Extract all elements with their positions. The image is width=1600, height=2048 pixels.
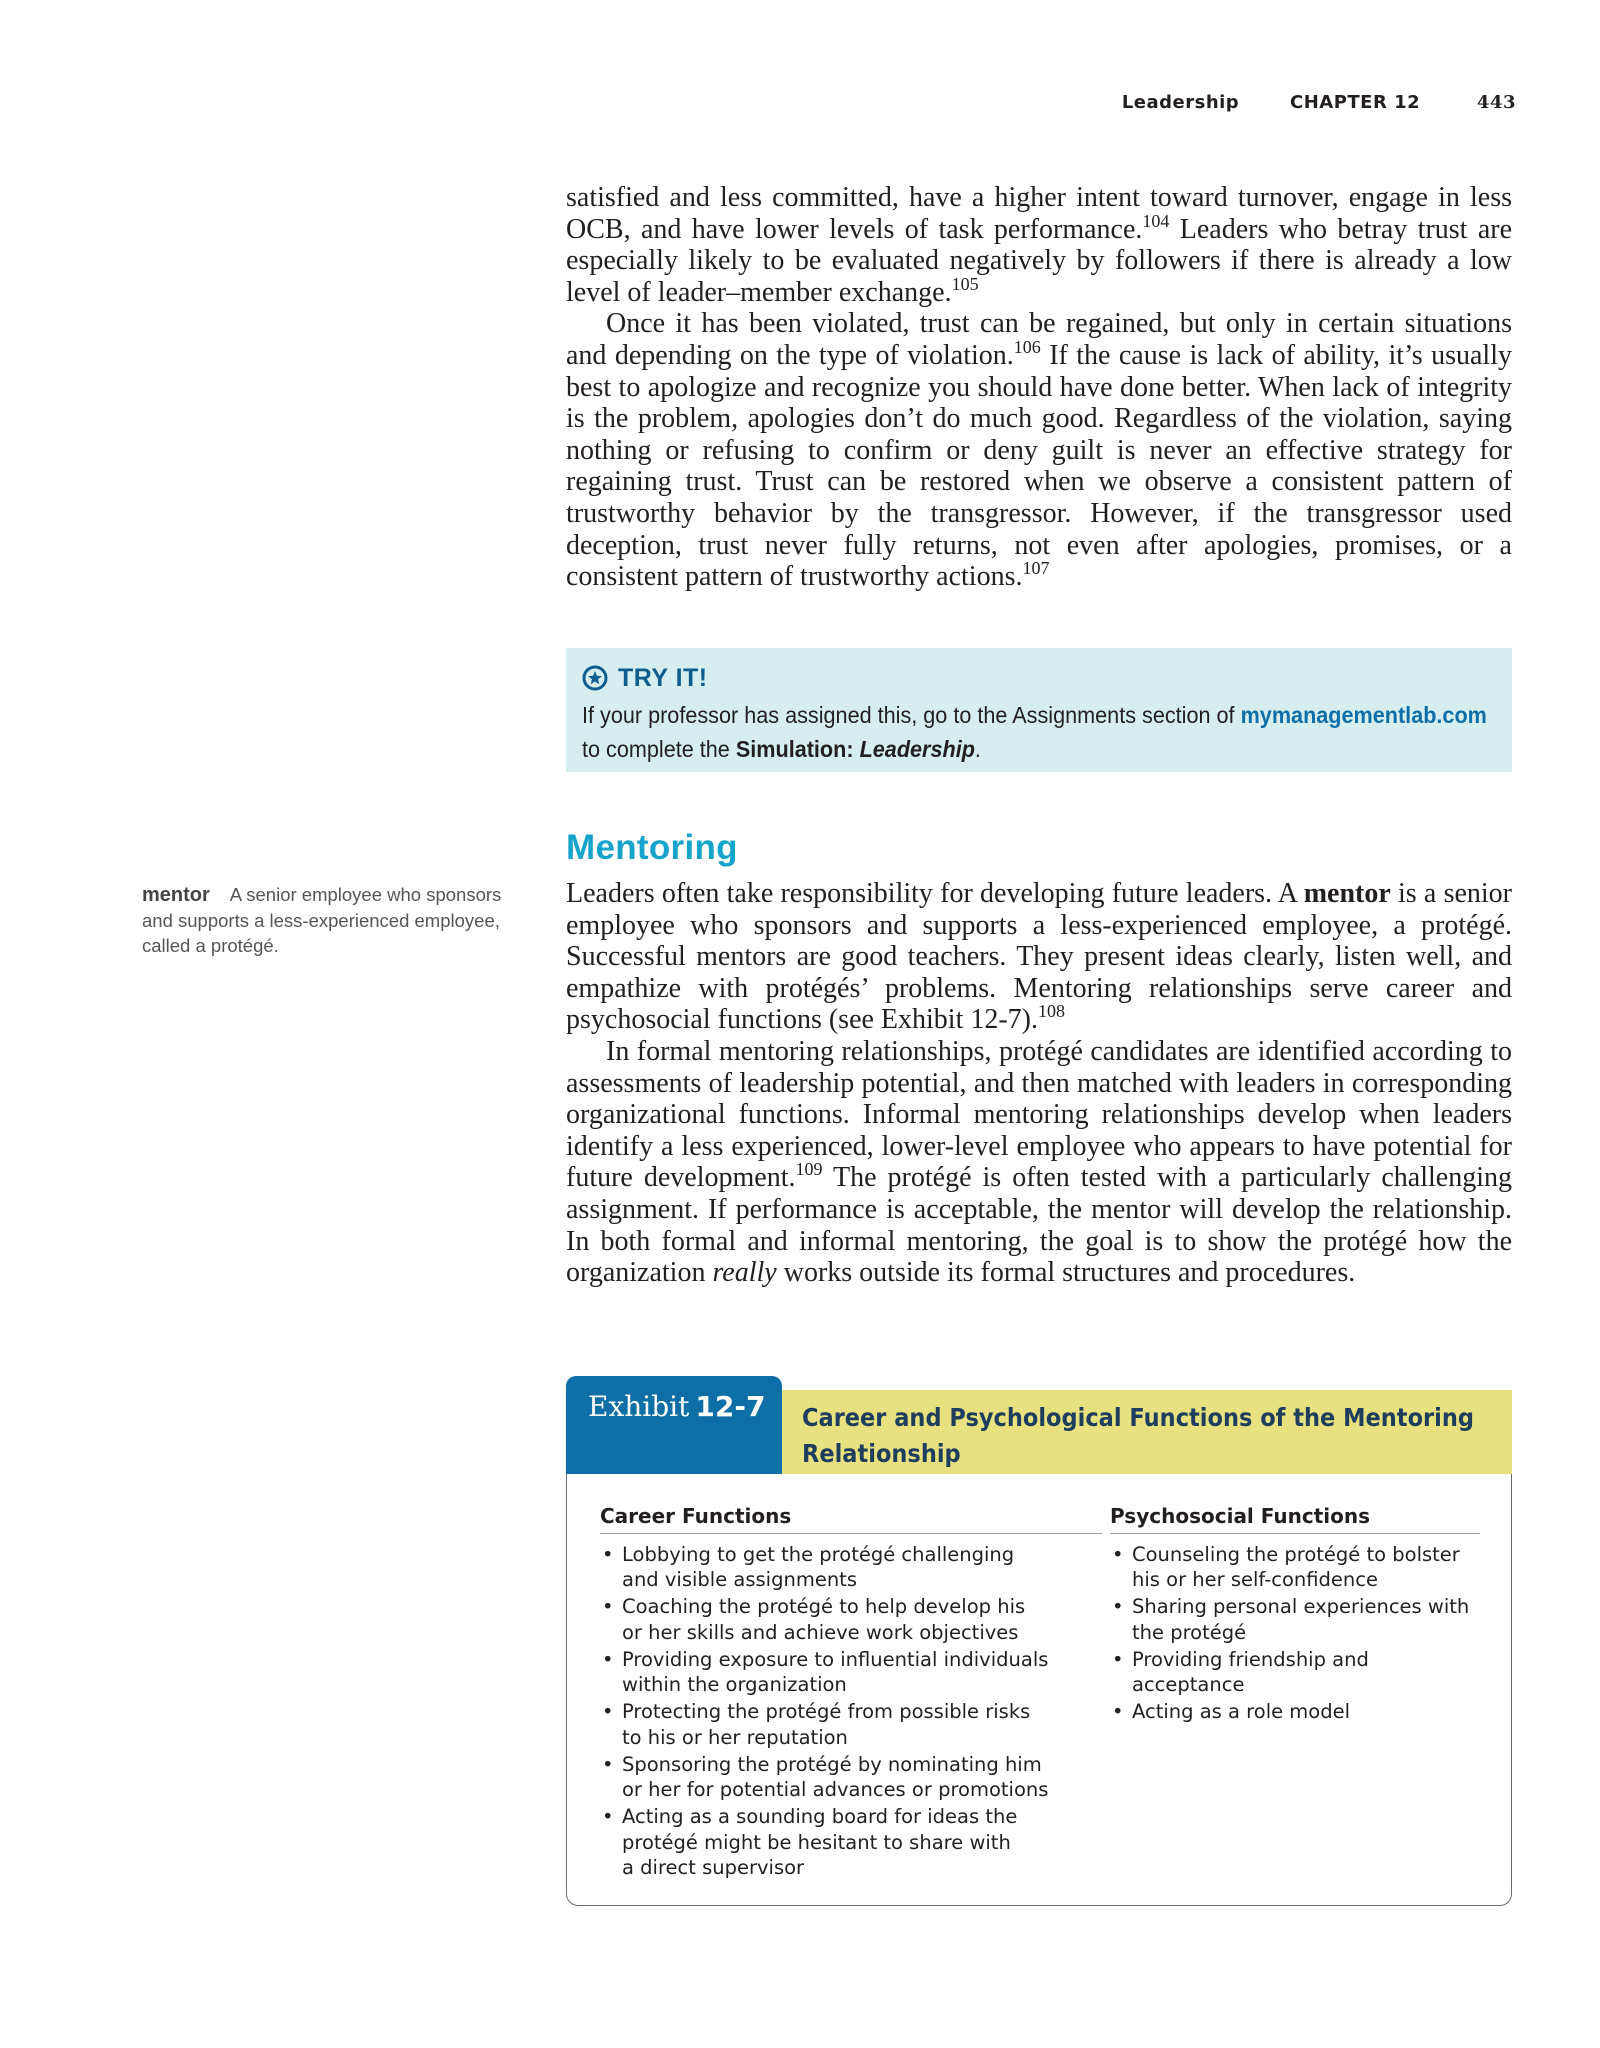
list-item: • Lobbying to get the protégé challenging and visible assignments xyxy=(600,1542,1096,1593)
mymanagementlab-link[interactable]: mymanagementlab.com xyxy=(1240,702,1487,728)
exhibit-12-7 xyxy=(566,1376,1512,1906)
exhibit-title-box xyxy=(782,1390,1512,1474)
list-item: • Providing exposure to influential individuals within the organization xyxy=(600,1647,1096,1698)
running-head xyxy=(1122,92,1516,113)
list-item: • Acting as a role model xyxy=(1110,1699,1480,1725)
exhibit-title: Career and Psychological Functions of the Mentoring Relationship xyxy=(802,1403,1474,1468)
mentoring-paragraph-2: In formal mentoring relationships, protégé candidates are identified according to assessments of leadership potential, and then matched with leaders in corresponding organizational functions. Informal mentoring relationships develop when leaders identify a less experienced, lower-level employee who appears to have potential for future development.$^{109}$ The protégé is often tested with a particularly challenging assignment. If performance is acceptable, the mentor will develop the relationship. In both formal and informal mentoring, the goal is to show the protégé how the organization really works outside its formal structures and procedures. xyxy=(566,1035,1512,1289)
try-it-header xyxy=(582,662,1496,694)
exhibit-label: Exhibit 12-7 xyxy=(566,1376,782,1474)
margin-definition xyxy=(142,882,512,958)
footnote-ref: 108 xyxy=(1038,1001,1066,1022)
try-it-title: TRY IT! xyxy=(618,663,708,692)
list-item: • Sharing personal experiences with the protégé xyxy=(1110,1594,1480,1645)
margin-term: mentor xyxy=(142,884,210,906)
try-it-text: If your professor has assigned this, go to the Assignments section of mymanagementlab.com to complete the Simulation: Leadership. xyxy=(582,702,1487,762)
list-item: • Acting as a sounding board for ideas the protégé might be hesitant to share with a direct supervisor xyxy=(600,1804,1096,1881)
footnote-ref: 104 xyxy=(1142,210,1170,231)
list-item: • Providing friendship and acceptance xyxy=(1110,1647,1480,1698)
career-functions-heading: Career Functions xyxy=(600,1504,1102,1534)
try-it-box xyxy=(566,648,1512,772)
star-icon xyxy=(582,665,608,691)
trust-section xyxy=(566,182,1512,593)
margin-definition-text: A senior employee who sponsors and supports a less-experienced employee, called a protégé. xyxy=(142,884,502,956)
section-heading-mentoring: Mentoring xyxy=(566,828,738,867)
list-item: • Counseling the protégé to bolster his or her self-confidence xyxy=(1110,1542,1480,1593)
psychosocial-functions-column xyxy=(1110,1504,1480,1726)
mentoring-section xyxy=(566,878,1512,1289)
list-item: • Protecting the protégé from possible risks to his or her reputation xyxy=(600,1699,1096,1750)
page-number: 443 xyxy=(1476,92,1516,113)
psychosocial-functions-heading: Psychosocial Functions xyxy=(1110,1504,1480,1534)
psychosocial-functions-list xyxy=(1110,1542,1480,1725)
footnote-ref: 107 xyxy=(1022,558,1050,579)
key-term-mentor: mentor xyxy=(1303,878,1391,909)
mentoring-paragraph-1: Leaders often take responsibility for developing future leaders. A mentor is a senior employee who sponsors and supports a less-experienced employee, a protégé. Successful mentors are good teachers. They present ideas clearly, listen well, and empathize with protégés’ problems. Mentoring relationships serve career and psychosocial functions (see Exhibit 12-7).$^{108}$ xyxy=(566,878,1513,1036)
footnote-ref: 109 xyxy=(795,1159,823,1180)
exhibit-number: 12-7 xyxy=(695,1390,766,1423)
trust-paragraph-2: Once it has been violated, trust can be regained, but only in certain situations and depending on the type of violation.$^{106}$ If the cause is lack of ability, it’s usually best to apologize and recognize you should have done better. When lack of integrity is the problem, apologies don’t do much good. Regardless of the violation, saying nothing or refusing to confirm or deny guilt is never an effective strategy for regaining trust. Trust can be restored when we observe a consistent pattern of trustworthy behavior by the transgressor. However, if the transgressor used deception, trust never fully returns, not even after apologies, promises, or a consistent pattern of trustworthy actions.$^{107}$ xyxy=(566,308,1512,593)
footnote-ref: 105 xyxy=(951,273,979,294)
running-head-section: Leadership xyxy=(1121,92,1240,113)
running-head-chapter: CHAPTER 12 xyxy=(1289,92,1421,113)
simulation-name: Leadership xyxy=(859,736,975,762)
trust-paragraph-1: satisfied and less committed, have a higher intent toward turnover, engage in less OCB, and have lower levels of task performance.$^{104}$ Leaders who betray trust are especially likely to be evaluated negatively by followers if there is already a low level of leader–member exchange.$^{105}$ xyxy=(566,182,1513,308)
career-functions-column xyxy=(600,1504,1096,1882)
list-item: • Sponsoring the protégé by nominating him or her for potential advances or promotions xyxy=(600,1752,1096,1803)
career-functions-list xyxy=(600,1542,1096,1881)
footnote-ref: 106 xyxy=(1013,336,1041,357)
list-item: • Coaching the protégé to help develop his or her skills and achieve work objectives xyxy=(600,1594,1096,1645)
